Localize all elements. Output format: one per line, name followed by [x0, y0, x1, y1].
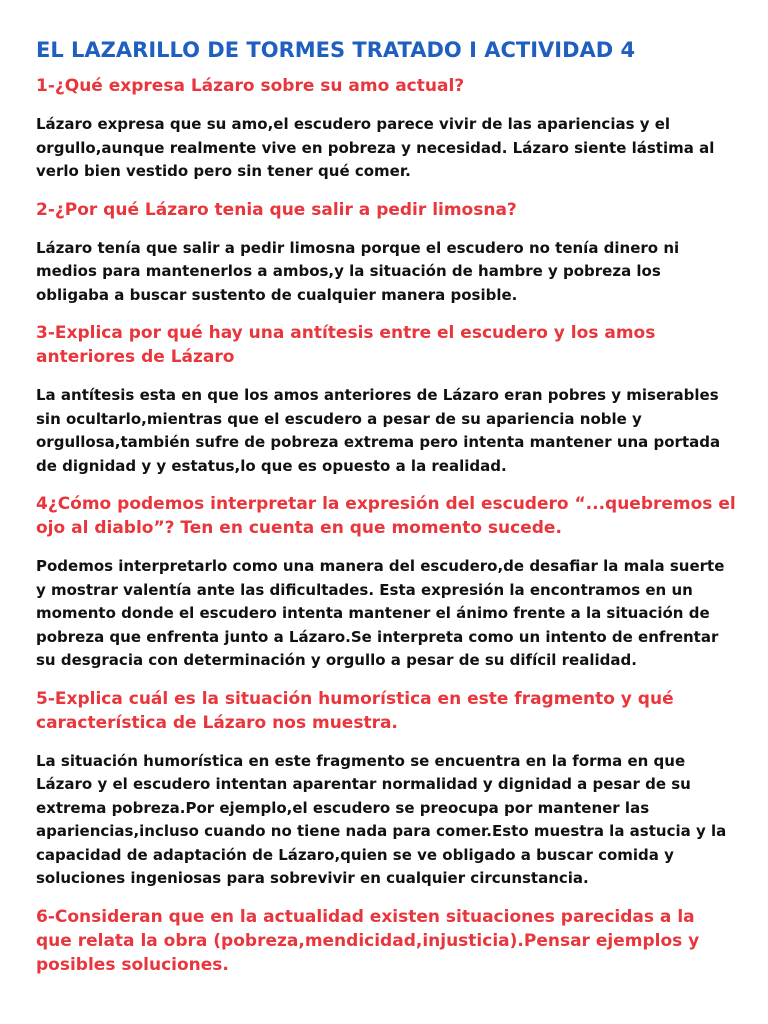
question-3: 3-Explica por qué hay una antítesis entre el escudero y los amos anteriores de Lázaro [36, 323, 656, 367]
answer-4: Podemos interpretarlo como una manera del escudero,de desafiar la mala suerte y mostrar valentía ante las dificultades. Esta expresión la encontramos en un momento donde el escudero intenta mantener el ánimo frente a la situación de pobreza que enfrenta junto a Lázaro.Se interpreta como un intento de enfrentar su desgracia con determinación y orgullo a pesar de su difícil realidad. [36, 557, 725, 669]
question-5: 5-Explica cuál es la situación humorística en este fragmento y qué característica de Lázaro nos muestra. [36, 688, 674, 733]
question-4: 4¿Cómo podemos interpretar la expresión del escudero “...quebremos el ojo al diablo”? Ten en cuenta en que momento sucede. [36, 494, 736, 538]
answer-3: La antítesis esta en que los amos anteriores de Lázaro eran pobres y miserables sin ocultarlo,mientras que el escudero a pesar de su apariencia noble y orgullosa,también sufre de pobreza extrema pero intenta mantener una portada de dignidad y y estatus,lo que es opuesto a la realidad. [36, 386, 721, 475]
document-title: EL LAZARILLO DE TORMES TRATADO I ACTIVIDAD 4 [36, 38, 636, 62]
answer-1: Lázaro expresa que su amo,el escudero parece vivir de las apariencias y el orgullo,aunque realmente vive en pobreza y necesidad. Lázaro siente lástima al verlo bien vestido pero sin tener qué comer. [36, 115, 715, 180]
question-1: 1-¿Qué expresa Lázaro sobre su amo actual? [36, 76, 465, 96]
document-page [36, 36, 736, 992]
answer-2: Lázaro tenía que salir a pedir limosna porque el escudero no tenía dinero ni medios para mantenerlos a ambos,y la situación de hambre y pobreza los obligaba a buscar sustento de cualquier manera posible. [36, 238, 680, 304]
question-6: 6-Consideran que en la actualidad existen situaciones parecidas a la que relata la obra (pobreza,mendicidad,injusticia).Pensar ejemplos y posibles soluciones. [36, 906, 700, 975]
answer-5: La situación humorística en este fragmento se encuentra en la forma en que Lázaro y el escudero intentan aparentar normalidad y dignidad a pesar de su extrema pobreza.Por ejemplo,el escudero se preocupa por mantener las apariencias,incluso cuando no tiene nada para comer.Esto muestra la astucia y la capacidad de adaptación de Lázaro,quien se ve obligado a buscar comida y soluciones ingeniosas para sobrevivir en cualquier circunstancia. [36, 751, 727, 887]
question-2: 2-¿Por qué Lázaro tenia que salir a pedir limosna? [36, 199, 517, 220]
